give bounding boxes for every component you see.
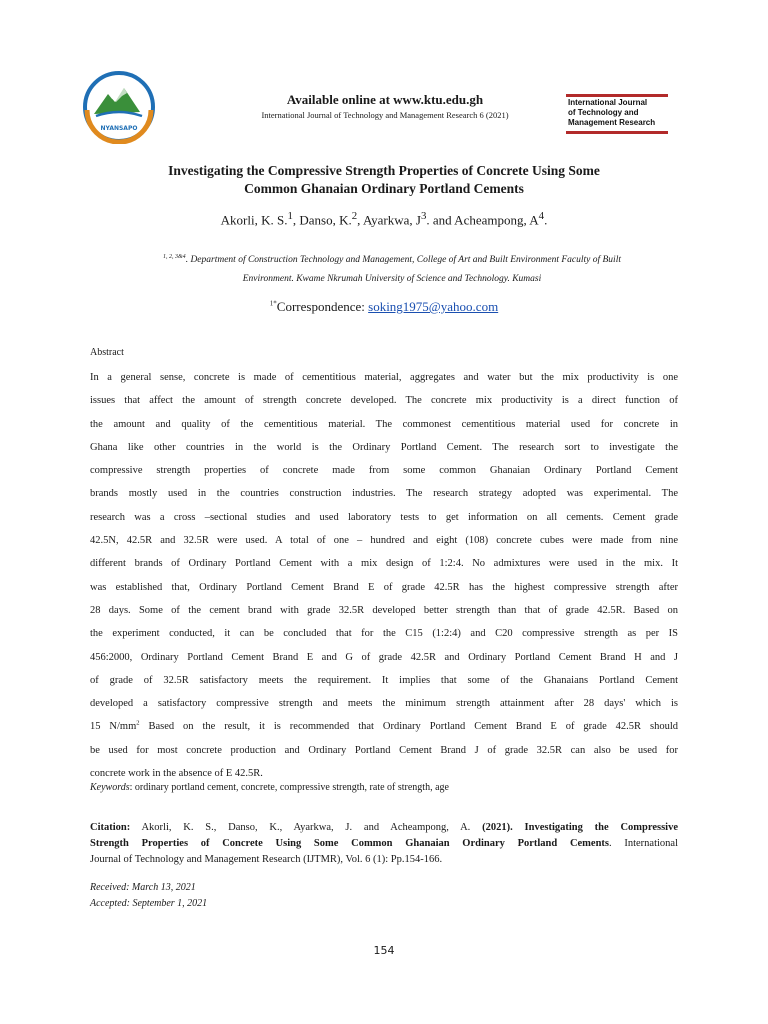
affiliation-sup: 1, 2, 3&4 xyxy=(163,254,186,260)
badge-line: International Journal xyxy=(568,98,648,107)
journal-line: International Journal of Technology and Management Research 6 (2021) xyxy=(261,110,509,120)
abstract-line: the amount and quality of the cementitious material. The commonest cementitious material used for concrete in xyxy=(90,418,678,430)
abstract-heading: Abstract xyxy=(90,347,124,358)
email-link[interactable]: soking1975@yahoo.com xyxy=(368,299,499,314)
available-online: Available online at www.ktu.edu.gh xyxy=(286,92,484,107)
author-sup: 3 xyxy=(420,210,427,222)
citation-bold: Strength Properties of Concrete Using Some Common Ghanaian Ordinary Portland Cements xyxy=(90,838,610,849)
abstract-line: brands mostly used in the countries construction industries. The research strategy adopted was experimental. The xyxy=(90,488,678,500)
abstract-line: of grade of 32.5R satisfactory meets the requirement. It implies that some of the Ghanaians Portland Cement xyxy=(90,674,678,686)
affiliation-line: . Department of Construction Technology and Management, College of Art and Built Environment Faculty of Built xyxy=(185,255,621,266)
accepted-date: Accepted: September 1, 2021 xyxy=(90,898,208,909)
citation-line xyxy=(90,836,678,852)
keywords-label: Keywords xyxy=(90,782,130,793)
authors xyxy=(120,210,648,228)
title-line: Investigating the Compressive Strength Properties of Concrete Using Some xyxy=(168,163,600,178)
abstract-line: 456:2000, Ordinary Portland Cement Brand E and G of grade 42.5R and Ordinary Portland Cement Brand H and J xyxy=(90,651,678,663)
author: , Danso, K. xyxy=(292,212,352,228)
affiliation-line: Environment. Kwame Nkrumah University of Science and Technology. Kumasi xyxy=(242,274,542,285)
citation-label: Citation: xyxy=(90,822,131,833)
badge-text xyxy=(568,98,668,128)
abstract-line: research was a cross –sectional studies and used laboratory tests to get information on all cements. Cement grade xyxy=(90,511,678,523)
abstract-line: compressive strength properties of concrete made from some common Ghanaian Ordinary Portland Cement xyxy=(90,465,678,477)
page-number: 154 xyxy=(373,944,395,957)
citation-text: Akorli, K. S., Danso, K., Ayarkwa, J. and Acheampong, A. xyxy=(130,822,483,833)
title-line: Common Ghanaian Ordinary Portland Cements xyxy=(244,181,524,196)
correspondence-label: Correspondence: xyxy=(276,299,369,314)
citation xyxy=(90,820,678,868)
citation-line: Journal of Technology and Management Research (IJTMR), Vol. 6 (1): Pp.154-166. xyxy=(90,854,443,865)
abstract-sup: 2 xyxy=(136,719,140,727)
nyansapo-logo xyxy=(82,70,156,144)
keywords-text: : ordinary portland cement, concrete, compressive strength, rate of strength, age xyxy=(129,782,449,793)
abstract-line: was established that, Ordinary Portland Cement Brand E of grade 42.5R has the highest compressive strength after xyxy=(90,581,678,593)
correspondence xyxy=(120,299,648,315)
author-sup: 1 xyxy=(287,210,293,222)
citation-text: . International xyxy=(609,838,678,849)
abstract-line xyxy=(90,715,678,738)
abstract-line: developed a satisfactory compressive strength and meets the minimum strength attainment after 28 days' which is xyxy=(90,698,678,710)
author: , Ayarkwa, J xyxy=(357,212,421,228)
badge-bottom-bar xyxy=(566,131,668,134)
abstract-line: Ghana like other countries in the world is the Ordinary Portland Cement. The research sort to investigate the xyxy=(90,441,678,453)
abstract-line: 42.5N, 42.5R and 32.5R were used. A total of one – hundred and eight (108) concrete cubes were made from nine xyxy=(90,535,678,547)
affiliation xyxy=(112,248,672,289)
abstract-line: issues that affect the amount of strength concrete developed. The concrete mix productivity is a direct function of xyxy=(90,395,678,407)
citation-line xyxy=(90,820,678,836)
badge-line: of Technology and xyxy=(568,108,639,117)
author-sup: 2 xyxy=(351,210,358,222)
dates xyxy=(90,880,207,912)
badge-top-bar xyxy=(566,94,668,97)
abstract-line: different brands of Ordinary Portland Cement with a mix design of 1:2:4. No admixtures were used in the mix. It xyxy=(90,558,678,570)
citation-bold: (2021). Investigating the Compressive xyxy=(482,822,678,833)
abstract-line: In a general sense, concrete is made of cementitious material, aggregates and water but the mix productivity is one xyxy=(90,372,678,383)
logo-text: NYANSAPO xyxy=(100,125,138,132)
badge-line: Management Research xyxy=(568,118,656,127)
abstract-text: 15 N/mm xyxy=(90,721,137,733)
abstract-line: 28 days. Some of the cement brand with grade 32.5R developed better strength than that of grade 42.5R. Based on xyxy=(90,604,678,616)
journal-badge xyxy=(566,94,668,134)
abstract-line: be used for most concrete production and Ordinary Portland Cement Brand J of grade 32.5R can also be used for xyxy=(90,744,678,756)
paper-title xyxy=(120,162,648,198)
correspondence-sup: 1* xyxy=(269,299,277,308)
abstract-body xyxy=(90,366,678,785)
author-sup: 4 xyxy=(538,210,545,222)
abstract-line: the experiment conducted, it can be concluded that for the C15 (1:2:4) and C20 compressive strength as per IS xyxy=(90,628,678,640)
keywords xyxy=(90,782,449,793)
abstract-line: concrete work in the absence of E 42.5R. xyxy=(90,768,263,780)
abstract-text: Based on the result, it is recommended that Ordinary Portland Cement Brand E of grade 42.5R should xyxy=(139,721,678,733)
author-end: . xyxy=(544,212,548,228)
received-date: Received: March 13, 2021 xyxy=(90,882,196,893)
author: Akorli, K. S. xyxy=(220,212,288,228)
author: . and Acheampong, A xyxy=(426,212,539,228)
